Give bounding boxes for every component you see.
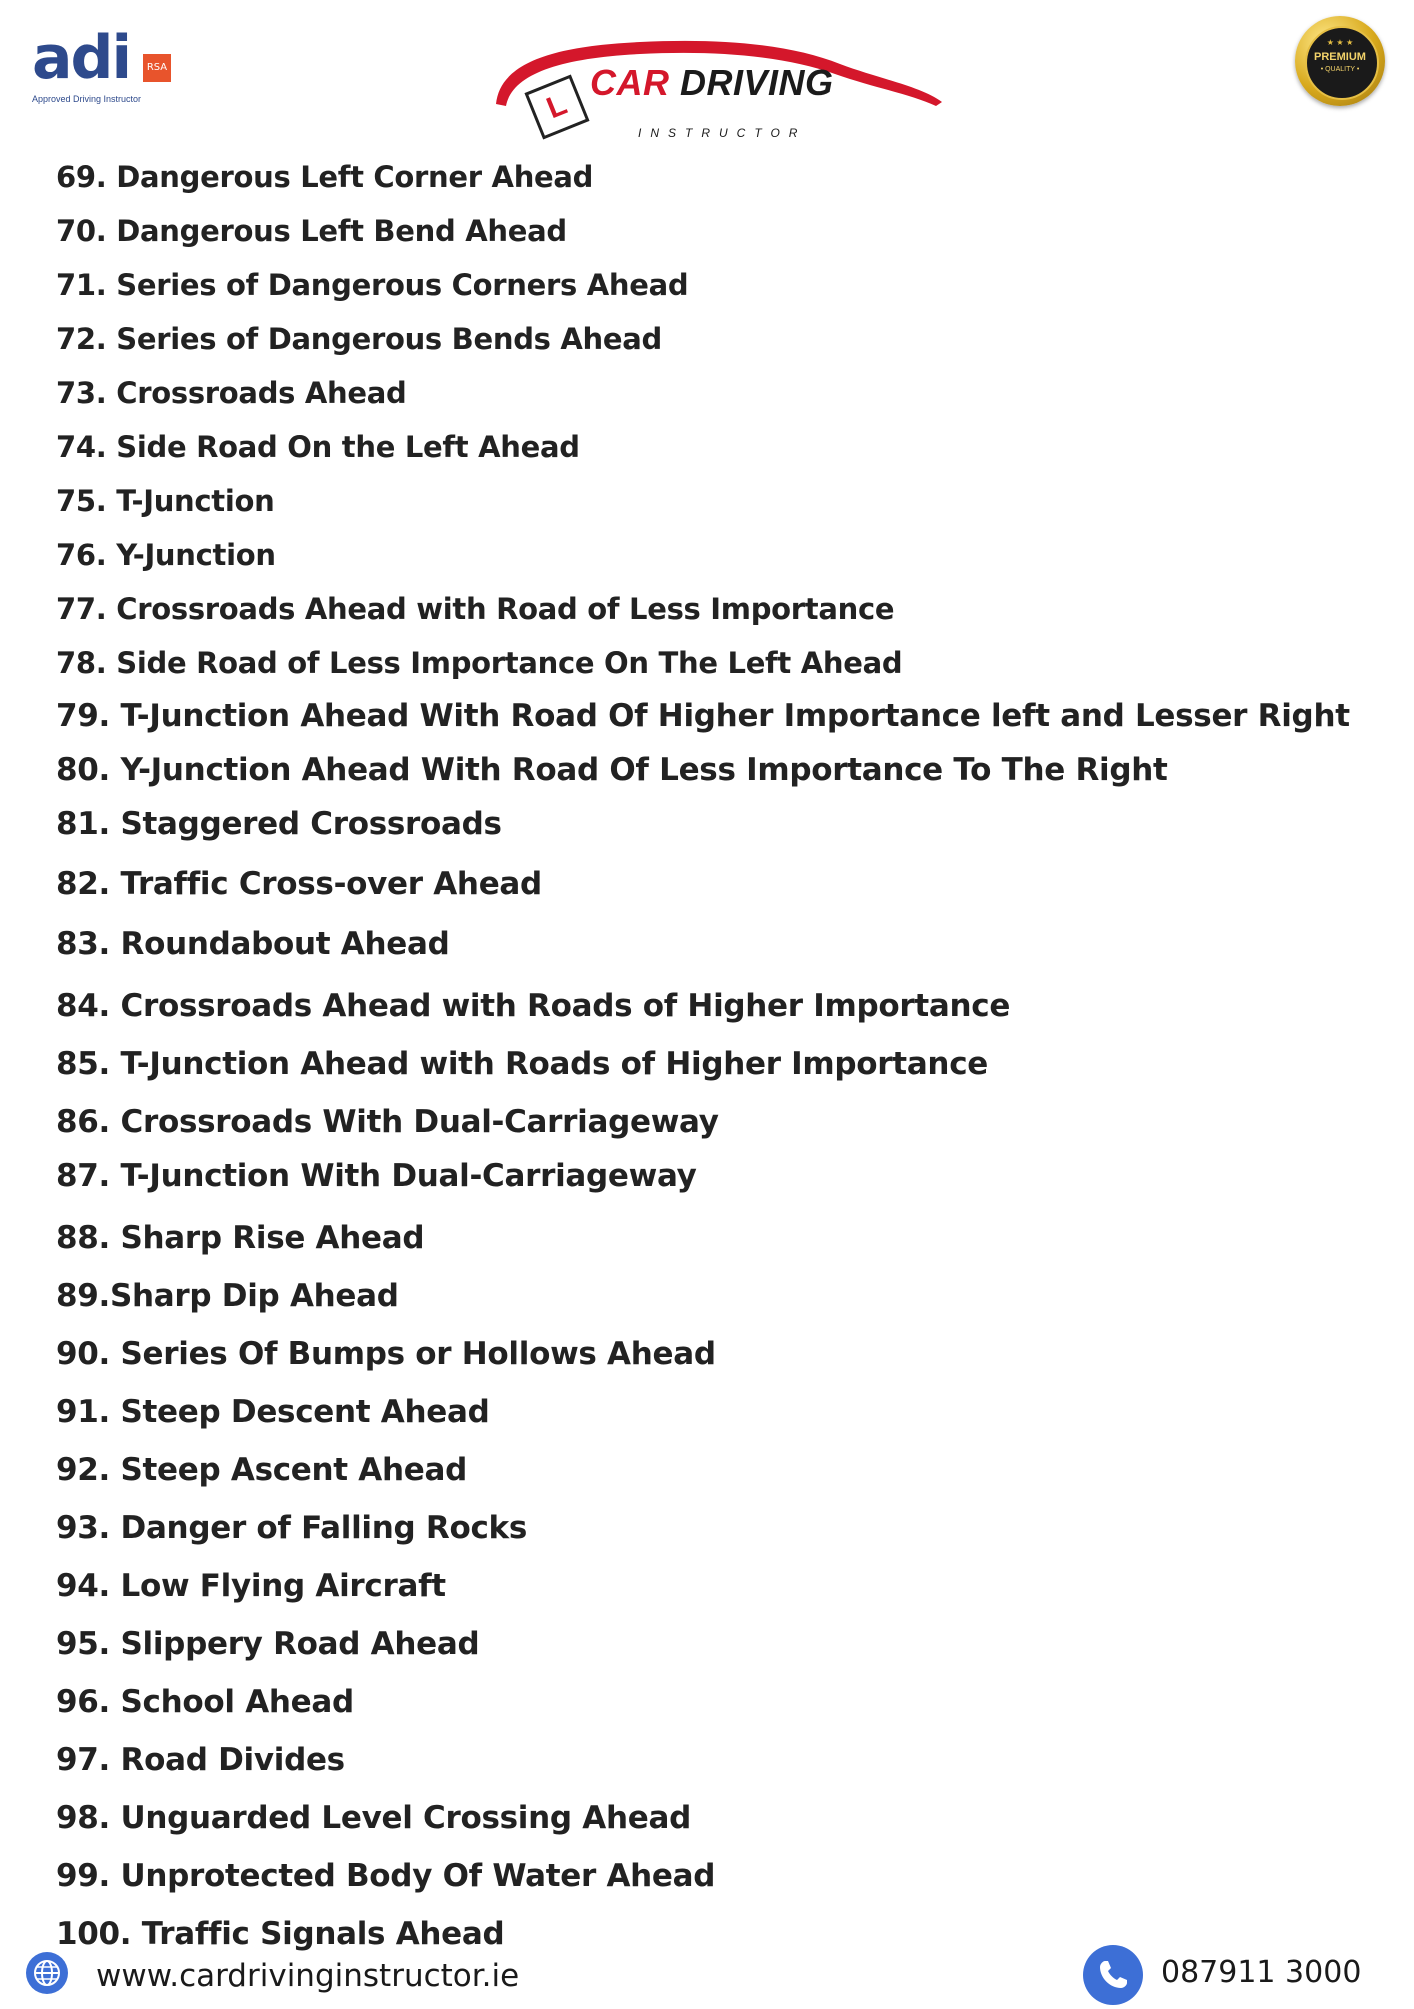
list-item: 89.Sharp Dip Ahead (56, 1278, 399, 1314)
list-item: 80. Y-Junction Ahead With Road Of Less Importance To The Right (56, 752, 1168, 788)
l-plate-icon: L (524, 74, 589, 139)
phone-number[interactable]: 087911 3000 (1161, 1955, 1362, 1990)
list-item: 90. Series Of Bumps or Hollows Ahead (56, 1336, 716, 1372)
brand-title-driving: DRIVING (680, 62, 834, 103)
list-item: 96. School Ahead (56, 1684, 354, 1720)
adi-logo-caption: Approved Driving Instructor (32, 94, 142, 104)
brand-subtitle: INSTRUCTOR (638, 126, 807, 140)
list-item: 92. Steep Ascent Ahead (56, 1452, 468, 1488)
list-item: 94. Low Flying Aircraft (56, 1568, 446, 1604)
brand-logo (490, 24, 950, 140)
adi-logo-word: adi (32, 23, 131, 93)
list-item: 86. Crossroads With Dual-Carriageway (56, 1104, 719, 1140)
list-item: 88. Sharp Rise Ahead (56, 1220, 425, 1256)
list-item: 71. Series of Dangerous Corners Ahead (56, 268, 689, 302)
badge-line1: PREMIUM (1314, 51, 1366, 63)
list-item: 81. Staggered Crossroads (56, 806, 502, 842)
list-item: 99. Unprotected Body Of Water Ahead (56, 1858, 716, 1894)
premium-quality-badge (1295, 16, 1385, 106)
list-item: 78. Side Road of Less Importance On The Left Ahead (56, 646, 903, 680)
list-item: 72. Series of Dangerous Bends Ahead (56, 322, 662, 356)
list-item: 82. Traffic Cross-over Ahead (56, 866, 542, 902)
list-item: 85. T-Junction Ahead with Roads of Higher Importance (56, 1046, 989, 1082)
brand-title (590, 62, 834, 104)
phone-icon (1083, 1945, 1143, 2005)
badge-line2: • QUALITY • (1320, 66, 1360, 73)
brand-title-car: CAR (590, 62, 670, 103)
list-item: 74. Side Road On the Left Ahead (56, 430, 580, 464)
adi-logo (30, 23, 190, 106)
list-item: 70. Dangerous Left Bend Ahead (56, 214, 567, 248)
list-item: 73. Crossroads Ahead (56, 376, 407, 410)
list-item: 97. Road Divides (56, 1742, 345, 1778)
list-item: 75. T-Junction (56, 484, 275, 518)
list-item: 84. Crossroads Ahead with Roads of Higher Importance (56, 988, 1011, 1024)
list-item: 76. Y-Junction (56, 538, 276, 572)
list-item: 69. Dangerous Left Corner Ahead (56, 160, 594, 194)
list-item: 87. T-Junction With Dual-Carriageway (56, 1158, 697, 1194)
list-item: 77. Crossroads Ahead with Road of Less Importance (56, 592, 895, 626)
badge-stars-icon: ★ ★ ★ (1326, 38, 1354, 47)
list-item: 93. Danger of Falling Rocks (56, 1510, 528, 1546)
list-item: 91. Steep Descent Ahead (56, 1394, 490, 1430)
list-item: 83. Roundabout Ahead (56, 926, 450, 962)
list-item: 95. Slippery Road Ahead (56, 1626, 480, 1662)
rsa-tag: RSA (143, 54, 171, 82)
website-link[interactable]: www.cardrivinginstructor.ie (96, 1958, 520, 1994)
list-item: 100. Traffic Signals Ahead (56, 1916, 505, 1952)
list-item: 98. Unguarded Level Crossing Ahead (56, 1800, 691, 1836)
globe-icon (26, 1952, 68, 1994)
list-item: 79. T-Junction Ahead With Road Of Higher Importance left and Lesser Right (56, 698, 1350, 734)
